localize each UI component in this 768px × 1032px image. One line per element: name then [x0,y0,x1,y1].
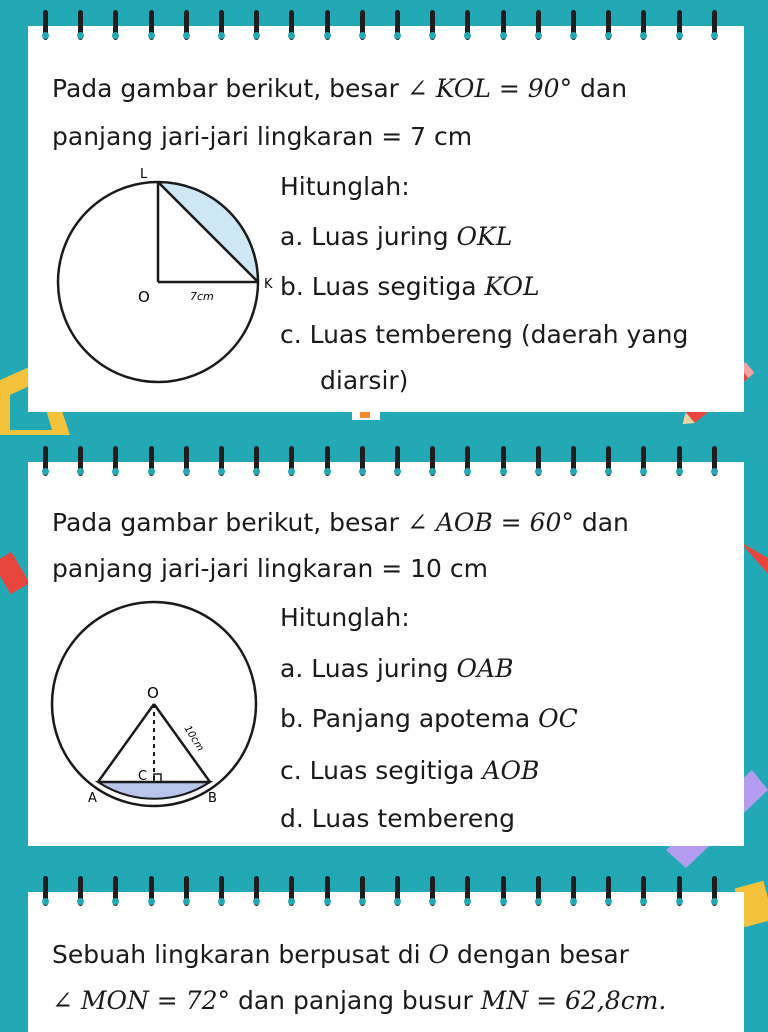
spiral-ring [184,10,189,40]
question-card-1 [28,26,744,412]
spiral-binding [28,876,744,910]
spiral-ring [325,876,330,906]
spiral-ring [78,446,83,476]
spiral-ring [465,446,470,476]
spiral-ring [465,10,470,40]
list-item: c. Luas segitiga AOB [280,756,540,785]
label-L: L [140,167,148,182]
spiral-ring [430,10,435,40]
label-K: K [264,277,273,292]
spiral-binding [28,10,744,44]
spiral-ring [78,876,83,906]
label-O: O [138,288,150,306]
spiral-ring [712,876,717,906]
label-O: O [147,684,159,702]
spiral-ring [254,10,259,40]
spiral-ring [325,10,330,40]
question-text-line-2: ∠ MON = 72° dan panjang busur MN = 62,8cm. [52,986,667,1015]
spiral-ring [677,10,682,40]
spiral-ring [289,446,294,476]
list-item: a. Luas juring OKL [280,222,513,251]
spiral-ring [43,876,48,906]
pencil-icon [740,538,768,578]
label-radius: 10cm [181,723,206,754]
spiral-ring [571,876,576,906]
spiral-ring [113,876,118,906]
spiral-ring [641,876,646,906]
spiral-ring [149,446,154,476]
spiral-ring [501,876,506,906]
spiral-ring [501,10,506,40]
spiral-ring [254,876,259,906]
spiral-ring [254,446,259,476]
spiral-ring [395,876,400,906]
spiral-ring [78,10,83,40]
list-item: b. Luas segitiga KOL [280,272,540,301]
spiral-ring [641,446,646,476]
list-item-continued: diarsir) [320,366,409,395]
question-text-line-1: Pada gambar berikut, besar ∠ KOL = 90° dan [52,74,628,103]
question-text-line-1: Sebuah lingkaran berpusat di O dengan besar [52,940,629,969]
spiral-ring [606,10,611,40]
spiral-binding [28,446,744,480]
spiral-ring [43,446,48,476]
crayon-icon [0,545,30,595]
task-list [280,162,688,404]
circle-diagram-aob [48,600,280,810]
spiral-ring [43,10,48,40]
spiral-ring [465,876,470,906]
spiral-ring [184,876,189,906]
spiral-ring [677,446,682,476]
spiral-ring [536,876,541,906]
spiral-ring [395,10,400,40]
spiral-ring [289,10,294,40]
spiral-ring [149,10,154,40]
spiral-ring [536,10,541,40]
spiral-ring [430,876,435,906]
hitunglah-label: Hitunglah: [280,172,410,201]
angle-expression: ∠ KOL = 90° [406,74,573,103]
angle-expression: ∠ AOB = 60° [406,508,574,537]
spiral-ring [641,10,646,40]
spiral-ring [606,446,611,476]
spiral-ring [501,446,506,476]
spiral-ring [606,876,611,906]
label-A: A [88,791,97,806]
label-B: B [208,791,217,806]
spiral-ring [677,876,682,906]
spiral-ring [360,446,365,476]
shaded-segment [98,782,210,799]
spiral-ring [219,876,224,906]
spiral-ring [113,446,118,476]
circle-diagram-okl [42,166,282,386]
question-card-2 [28,462,744,846]
spiral-ring [149,876,154,906]
task-list [280,592,578,844]
list-item: d. Luas tembereng [280,804,516,833]
spiral-ring [219,446,224,476]
spiral-ring [430,446,435,476]
label-C: C [138,769,148,784]
spiral-ring [712,446,717,476]
spiral-ring [360,876,365,906]
spiral-ring [113,10,118,40]
spiral-ring [395,446,400,476]
spiral-ring [219,10,224,40]
spiral-ring [325,446,330,476]
spiral-ring [289,876,294,906]
hitunglah-label: Hitunglah: [280,603,410,632]
spiral-ring [712,10,717,40]
question-text-line-2: panjang jari-jari lingkaran = 7 cm [52,122,473,151]
spiral-ring [571,446,576,476]
list-item: c. Luas tembereng (daerah yang [280,320,689,349]
spiral-ring [571,10,576,40]
spiral-ring [536,446,541,476]
list-item: a. Luas juring OAB [280,654,514,683]
question-card-3 [28,892,744,1032]
spiral-ring [184,446,189,476]
label-radius: 7cm [190,290,214,303]
spiral-ring [360,10,365,40]
question-text-line-2: panjang jari-jari lingkaran = 10 cm [52,554,489,583]
list-item: b. Panjang apotema OC [280,704,578,733]
question-text-line-1: Pada gambar berikut, besar ∠ AOB = 60° dan [52,508,629,537]
